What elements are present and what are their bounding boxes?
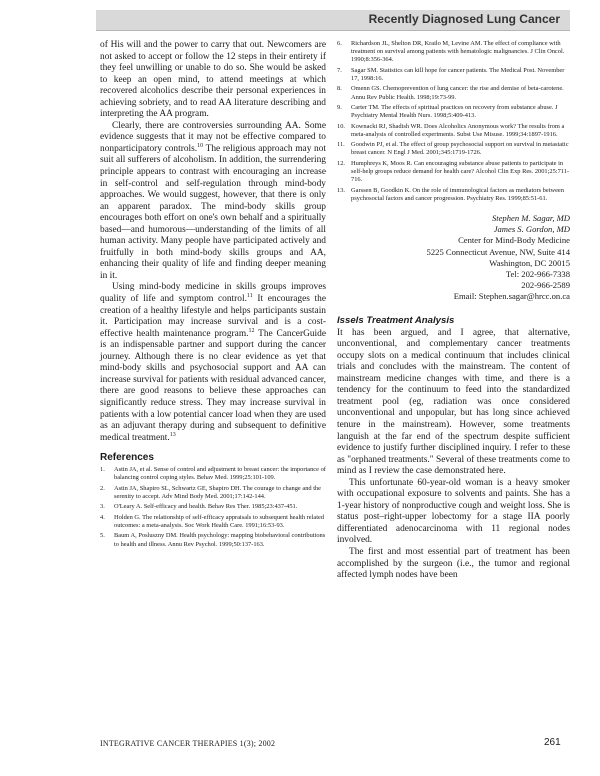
- references-heading: References: [100, 452, 154, 464]
- reference-number: 7.: [337, 66, 342, 74]
- reference-item: [100, 503, 326, 511]
- reference-number: 10.: [337, 122, 345, 130]
- author-name-1: Stephen M. Sagar, MD: [491, 212, 570, 223]
- reference-item: [337, 104, 570, 120]
- reference-number: 4.: [100, 513, 105, 521]
- address-street: 5225 Connecticut Avenue, NW, Suite 414: [426, 246, 570, 257]
- right-body-text: [337, 328, 570, 582]
- reference-number: 6.: [337, 40, 342, 47]
- reference-number: 1.: [100, 466, 105, 474]
- reference-number: 11.: [337, 141, 345, 149]
- reference-number: 3.: [100, 503, 105, 511]
- reference-item: [337, 123, 570, 139]
- reference-text: Astin JA, Shapiro SL, Schwartz GE, Shapiro DH. The courage to change and the serenity to accept. Adv Mind Body Med. 2001;17:142-144.: [114, 484, 321, 500]
- author-signature: [337, 213, 570, 303]
- reference-text: Baum A, Posluszny DM. Health psychology: mapping biobehavioral contributions to health and illness. Annu Rev Psychol. 1999;50:137-163.: [114, 532, 326, 548]
- reference-number: 5.: [100, 532, 105, 540]
- citation-superscript: 13: [169, 431, 176, 438]
- author-name-2: James S. Gordon, MD: [493, 224, 570, 235]
- fax: 202-966-2589: [521, 280, 570, 291]
- reference-item: [100, 466, 326, 482]
- reference-number: 9.: [337, 103, 342, 111]
- affiliation: Center for Mind-Body Medicine: [458, 235, 570, 246]
- reference-text: Richardson JL, Shelton DR, Krailo M, Levine AM. The effect of compliance with treatment on survival among patients with hematologic malignancies. J Clin Oncol. 1990;8:356-364.: [351, 40, 565, 64]
- reference-text: Carter TM. The effects of spiritual practices on recovery from substance abuse. J Psychiatry Mental Health Nurs. 1998;5:409-413.: [351, 103, 558, 120]
- right-paragraph-2: This unfortunate 60-year-old woman is a heavy smoker with occupational exposure to solvents and paints. She has a 1-year history of nonproductive cough and weight loss. She is status post–right-upper lobectomy for a stage IIA poorly differentiated adenocarcinoma with 11 regional nodes involved.: [337, 477, 570, 546]
- reference-item: [100, 532, 326, 548]
- section-heading: Issels Treatment Analysis: [337, 314, 455, 326]
- reference-item: [337, 67, 570, 83]
- citation-superscript: 11: [246, 292, 253, 299]
- reference-text: Garssen B, Goodkin K. On the role of immunological factors as mediators between psychosocial factors and cancer progression. Psychiatry Res. 1999;85:51-61.: [351, 186, 564, 202]
- right-paragraph-1: It has been argued, and I agree, that alternative, unconventional, and complementary cancer treatments occupy slots on a medical continuum that includes clinical trials and concludes with the mainstream. The content of mainstream medicine changes with time, and there is a tendency for the continuum to feed into the standardized treatment pool (eg, radiation was once considered unconventional and unpopular, but has long since achieved tenure in the mainstream). However, some treatments languish at the far end of the spectrum despite sufficient evidence to justify further disciplined inquiry. I refer to these as "orphaned treatments." Several of these treatments come to mind as I review the case demonstrated here.: [337, 327, 570, 477]
- reference-item: [337, 40, 570, 65]
- reference-text: O'Leary A. Self-efficacy and health. Behav Res Ther. 1985;23:437-451.: [114, 503, 298, 511]
- left-body-text: [100, 40, 326, 444]
- left-paragraph-2b: The religious approach may not suit all sufferers of alcoholism. In addition, the surrendering principle appears to contrast with encouraging an increase in self-control and self-regulation through mind-body approaches. We would suggest, however, that there is only an apparent paradox. The mind-body skills group encourages both effort on one's own behalf and a spiritually based—and humorous—understanding of the limits of all human activity. Many people have participated actively and fruitfully in both mind-body skills groups and AA, enhancing their quality of life and finding deeper meaning in it.: [100, 143, 326, 281]
- running-header-title: Recently Diagnosed Lung Cancer: [368, 12, 560, 26]
- reference-text: Humphreys K, Moos R. Can encouraging substance abuse patients to participate in self-help groups reduce demand for health care? Alcohol Clin Exp Res. 2001;25:711-716.: [351, 159, 570, 184]
- reference-text: Kownacki RJ, Shadish WR. Does Alcoholics Anonymous work? The results from a meta-analysis of controlled experiments. Subst Use Misuse. 1999;34:1897-1916.: [351, 122, 565, 138]
- phone: Tel: 202-966-7338: [505, 268, 570, 279]
- left-paragraph-2a: Clearly, there are controversies surrounding AA. Some evidence suggests that it may not be effective compared to nonparticipatory controls.: [100, 120, 326, 154]
- reference-item: [100, 514, 326, 530]
- reference-text: Holden G. The relationship of self-efficacy appraisals to subsequent health related outcomes: a meta-analysis. Soc Work Health Care. 1991;16:53-93.: [114, 513, 325, 529]
- reference-number: 12.: [337, 159, 345, 167]
- references-list-right: [337, 40, 570, 203]
- reference-item: [337, 85, 570, 101]
- left-paragraph-2: [100, 121, 326, 283]
- reference-number: 2.: [100, 484, 105, 492]
- reference-text: Omenn GS. Chemoprevention of lung cancer: the rise and demise of beta-carotene. Annu Rev Public Health. 1998;19:73-99.: [351, 85, 564, 101]
- reference-item: [337, 160, 570, 185]
- reference-item: [337, 141, 570, 157]
- reference-item: [100, 485, 326, 501]
- address-city: Washington, DC 20015: [489, 257, 570, 268]
- left-paragraph-1: of His will and the power to carry that out. Newcomers are not asked to accept or follow the 12 steps in their entirety if they feel unwilling or unable to do so. She would be asked to keep an open mind, to attend meetings at which recovered alcoholics describe their personal experiences in achieving sobriety, and to read AA literature describing and interpreting the AA program.: [100, 40, 326, 120]
- journal-footer: INTEGRATIVE CANCER THERAPIES 1(3); 2002: [100, 739, 276, 748]
- reference-text: Goodwin PJ, et al. The effect of group psychosocial support on survival in metastatic breast cancer. N Engl J Med. 2001;345:1719-1726.: [351, 141, 569, 157]
- left-paragraph-3b: It encourages the creation of a healthy lifestyle and helps participants sustain it. Participation may increase survival and is a cost-effective health maintenance program.: [100, 294, 326, 339]
- references-list-left: [100, 466, 326, 549]
- reference-text: Sagar SM. Statistics can kill hope for cancer patients. The Medical Post. November 17, 1998:16.: [351, 66, 565, 82]
- citation-superscript: 12: [248, 327, 255, 334]
- email: Email: Stephen.sagar@hrcc.on.ca: [453, 291, 570, 302]
- left-paragraph-3c: The CancerGuide is an indispensable partner and support during the cancer journey. Although there is no clear evidence as yet that mind-body skills and psychosocial support and AA can increase survival for patients with residual advanced cancer, there are good reasons to believe these approaches can significantly reduce stress. They may increase survival in patients with a low potential cancer load when they are used as an adjuvant therapy during and subsequent to definitive medical treatment.: [100, 328, 326, 443]
- reference-item: [337, 187, 570, 203]
- right-column: [337, 40, 570, 582]
- reference-number: 8.: [337, 85, 342, 93]
- page-number: 261: [544, 737, 561, 748]
- left-column: [100, 40, 326, 551]
- left-paragraph-3: [100, 282, 326, 444]
- reference-text: Astin JA, et al. Sense of control and adjustment to breast cancer: the importance of balancing control coping styles. Behav Med. 1999;25:101-109.: [114, 466, 326, 482]
- citation-superscript: 10: [197, 142, 204, 149]
- left-paragraph-3a: Using mind-body medicine in skills groups improves quality of life and symptom control.: [100, 282, 326, 305]
- right-paragraph-3: The first and most essential part of treatment has been accomplished by the surgeon (i.e., the tumor and regional affected lymph nodes have been: [337, 546, 570, 581]
- running-header: [96, 10, 570, 31]
- reference-number: 13.: [337, 186, 345, 194]
